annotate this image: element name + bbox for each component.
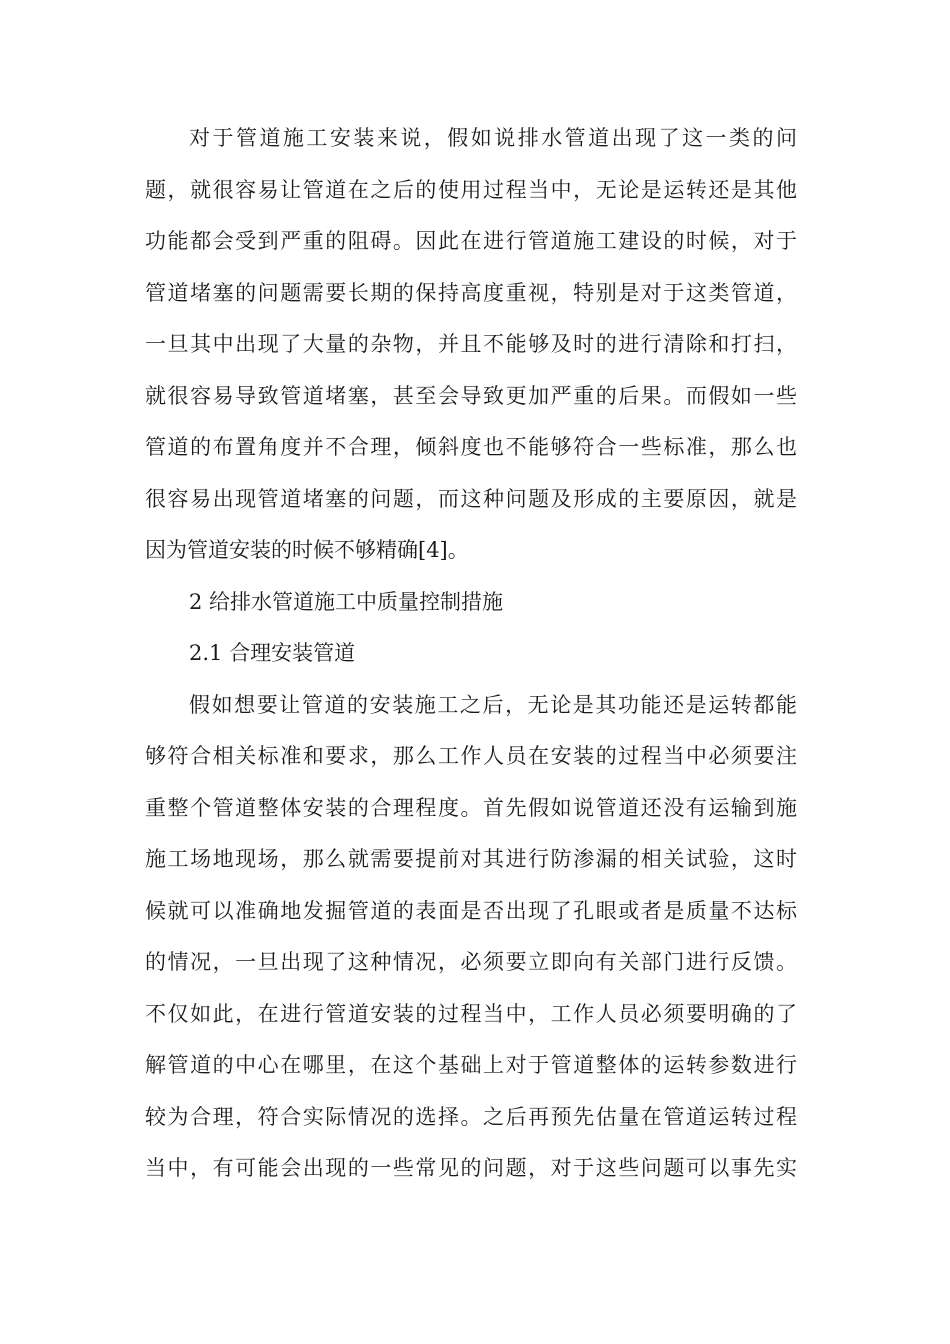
paragraph-line: 较为合理，符合实际情况的选择。之后再预先估量在管道运转过程 bbox=[145, 1104, 797, 1129]
paragraph-line: 管道堵塞的问题需要长期的保持高度重视，特别是对于这类管道， bbox=[145, 280, 797, 305]
paragraph-line: 重整个管道整体安装的合理程度。首先假如说管道还没有运输到施 bbox=[145, 795, 797, 820]
paragraph-line: 施工场地现场，那么就需要提前对其进行防渗漏的相关试验，这时 bbox=[145, 847, 797, 871]
paragraph-line: 不仅如此，在进行管道安装的过程当中，工作人员必须要明确的了 bbox=[145, 1001, 797, 1026]
paragraph-line: 候就可以准确地发掘管道的表面是否出现了孔眼或者是质量不达标 bbox=[145, 898, 797, 923]
paragraph-line: 很容易出现管道堵塞的问题，而这种问题及形成的主要原因，就是 bbox=[145, 486, 797, 511]
paragraph-line: 功能都会受到严重的阻碍。因此在进行管道施工建设的时候，对于 bbox=[145, 229, 797, 253]
paragraph-line: 解管道的中心在哪里，在这个基础上对于管道整体的运转参数进行 bbox=[145, 1053, 797, 1077]
paragraph-line: 假如想要让管道的安装施工之后，无论是其功能还是运转都能 bbox=[189, 692, 797, 717]
paragraph-line: 一旦其中出现了大量的杂物，并且不能够及时的进行清除和打扫， bbox=[145, 332, 797, 356]
paragraph-line: 的情况，一旦出现了这种情况，必须要立即向有关部门进行反馈。 bbox=[145, 950, 797, 974]
paragraph-line: 当中，有可能会出现的一些常见的问题，对于这些问题可以事先实 bbox=[145, 1156, 797, 1180]
paragraph-line: 够符合相关标准和要求，那么工作人员在安装的过程当中必须要注 bbox=[145, 744, 797, 768]
document-body bbox=[145, 113, 797, 1195]
paragraph-line: 就很容易导致管道堵塞，甚至会导致更加严重的后果。而假如一些 bbox=[145, 383, 797, 408]
paragraph-line: 管道的布置角度并不合理，倾斜度也不能够符合一些标准，那么也 bbox=[145, 435, 797, 459]
subsection-heading: 2.1 合理安装管道 bbox=[189, 641, 356, 665]
section-heading: 2 给排水管道施工中质量控制措施 bbox=[189, 589, 504, 614]
paragraph-line: 题，就很容易让管道在之后的使用过程当中，无论是运转还是其他 bbox=[145, 177, 797, 202]
paragraph-line: 对于管道施工安装来说，假如说排水管道出现了这一类的问 bbox=[189, 126, 797, 150]
paragraph-line: 因为管道安装的时候不够精确[4]。 bbox=[145, 538, 469, 562]
